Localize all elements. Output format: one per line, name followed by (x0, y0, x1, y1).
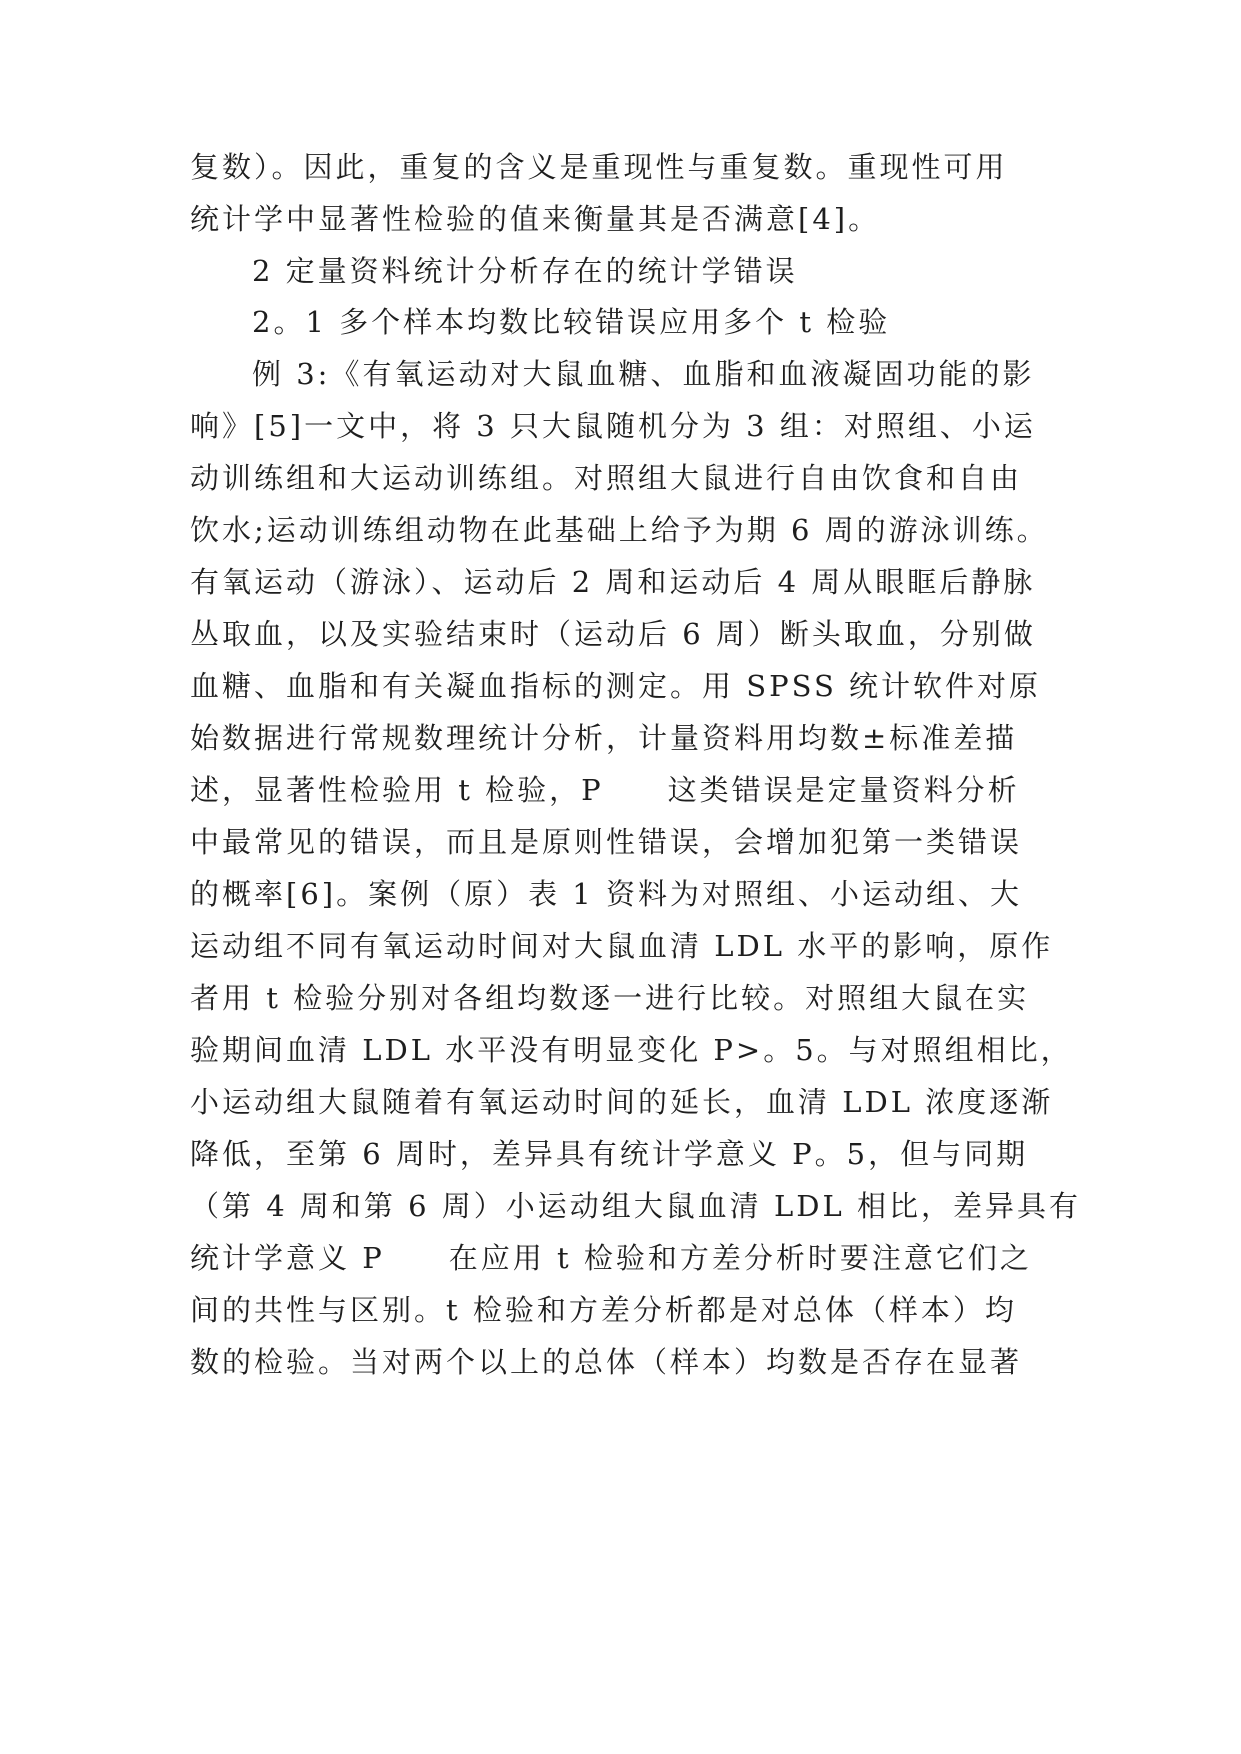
text-line-2: 统计学中显著性检验的值来衡量其是否满意[4]。 (190, 202, 881, 236)
text-line-20: 降低，至第 6 周时，差异具有统计学意义 P。5，但与同期 (190, 1137, 1029, 1171)
text-line-21: （第 4 周和第 6 周）小运动组大鼠血清 LDL 相比，差异具有 (190, 1189, 1081, 1223)
text-line-12: 始数据进行常规数理统计分析，计量资料用均数±标准差描 (190, 721, 1018, 755)
text-line-18: 验期间血清 LDL 水平没有明显变化 P>。5。与对照组相比， (190, 1033, 1073, 1067)
text-line-16: 运动组不同有氧运动时间对大鼠血清 LDL 水平的影响，原作 (190, 929, 1054, 963)
text-line-9: 有氧运动（游泳）、运动后 2 周和运动后 4 周从眼眶后静脉 (190, 565, 1036, 599)
text-line-7: 动训练组和大运动训练组。对照组大鼠进行自由饮食和自由 (190, 461, 1023, 495)
text-line-1: 复数）。因此，重复的含义是重现性与重复数。重现性可用 (190, 150, 1008, 184)
text-line-17: 者用 t 检验分别对各组均数逐一进行比较。对照组大鼠在实 (190, 981, 1030, 1015)
text-line-24: 数的检验。当对两个以上的总体（样本）均数是否存在显著 (190, 1345, 1023, 1379)
subsection-heading: 2。1 多个样本均数比较错误应用多个 t 检验 (252, 305, 891, 339)
text-line-22: 统计学意义 P 在应用 t 检验和方差分析时要注意它们之 (190, 1241, 1032, 1275)
text-line-8: 饮水;运动训练组动物在此基础上给予为期 6 周的游泳训练。 (190, 513, 1049, 547)
text-line-19: 小运动组大鼠随着有氧运动时间的延长，血清 LDL 浓度逐渐 (190, 1085, 1054, 1119)
text-line-14: 中最常见的错误，而且是原则性错误，会增加犯第一类错误 (190, 825, 1023, 859)
text-line-6: 响》[5]一文中，将 3 只大鼠随机分为 3 组：对照组、小运 (190, 409, 1036, 443)
text-line-15: 的概率[6]。案例（原）表 1 资料为对照组、小运动组、大 (190, 877, 1022, 911)
text-line-11: 血糖、血脂和有关凝血指标的测定。用 SPSS 统计软件对原 (190, 669, 1042, 703)
section-heading: 2 定量资料统计分析存在的统计学错误 (252, 254, 798, 288)
text-line-23: 间的共性与区别。t 检验和方差分析都是对总体（样本）均 (190, 1293, 1017, 1327)
text-line-13: 述，显著性检验用 t 检验，P 这类错误是定量资料分析 (190, 773, 1020, 807)
text-line-5: 例 3:《有氧运动对大鼠血糖、血脂和血液凝固功能的影 (252, 357, 1035, 391)
text-line-10: 丛取血，以及实验结束时（运动后 6 周）断头取血，分别做 (190, 617, 1036, 651)
